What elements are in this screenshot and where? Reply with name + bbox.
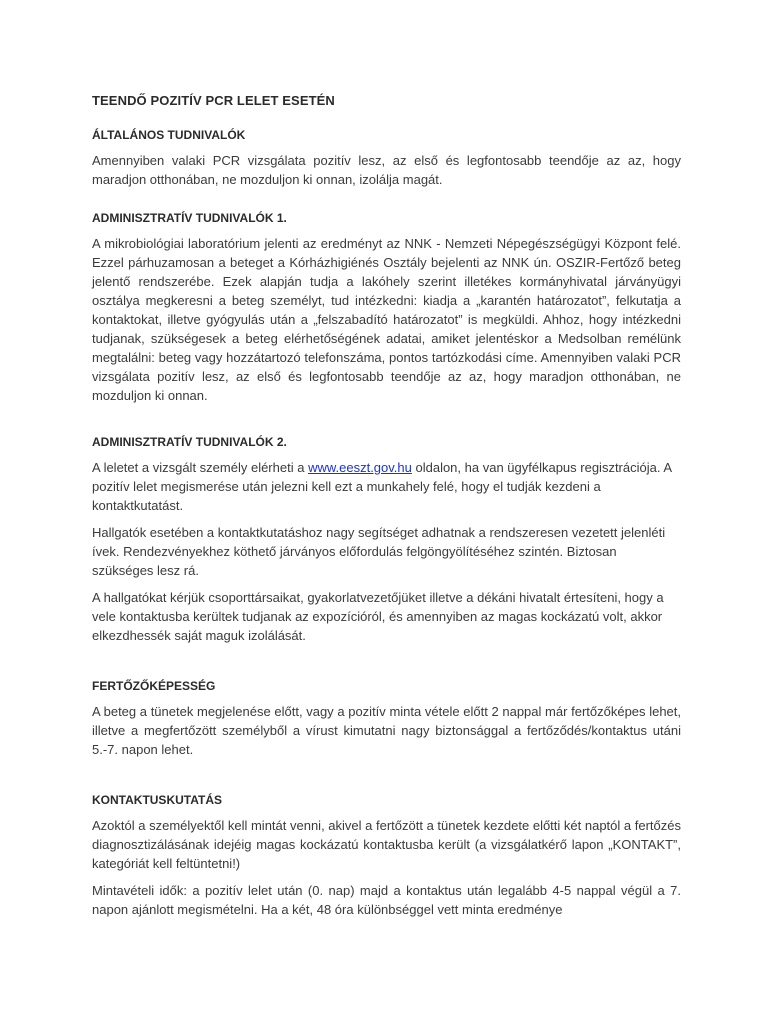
paragraph-admin-2-a: Hallgatók esetében a kontaktkutatáshoz nagy segítséget adhatnak a rendszeresen vezetett jelenléti ívek. Rendezvényekhez köthető járványos előfordulás felgöngyölítéséhez szintén. Biztosan szükséges lesz rá. [92, 525, 666, 578]
paragraph-fertozokepesseg: A beteg a tünetek megjelenése előtt, vagy a pozitív minta vétele előtt 2 nappal már fertőzőképes lehet, illetve a megfertőzött személyből a vírust kimutatni nagy biztonsággal a fertőződés/kontaktus utáni 5.-7. napon lehet. [92, 704, 681, 757]
eeszt-link[interactable]: www.eeszt.gov.hu [308, 460, 412, 475]
paragraph-admin-2-link [92, 458, 681, 515]
document-body [92, 93, 681, 927]
heading-altalanos: ÁLTALÁNOS TUDNIVALÓK [92, 128, 246, 142]
link-para-after: oldalon, ha van ügyfélkapus regisztrációja. A pozitív lelet megismerése után jelezni kell ezt a munkahely felé, hogy el tudják kezdeni a kontaktkutatást. [92, 460, 672, 513]
paragraph-kontaktuskutatas-b: Mintavételi idők: a pozitív lelet után (0. nap) majd a kontaktus után legalább 4-5 nappal végül a 7. napon ajánlott megismételni. Ha a két, 48 óra különbséggel vett minta eredménye [92, 883, 681, 917]
paragraph-admin-2-b: A hallgatókat kérjük csoporttársaikat, gyakorlatvezetőjüket illetve a dékáni hivatalt értesíteni, hogy a vele kontaktusba kerültek tudjanak az expozícióról, és amennyiben az magas kockázatú volt, akkor elkezdhessék saját maguk izolálását. [92, 590, 664, 643]
document-title: TEENDŐ POZITÍV PCR LELET ESETÉN [92, 93, 335, 108]
paragraph-kontaktuskutatas-a: Azoktól a személyektől kell mintát venni, akivel a fertőzött a tünetek kezdete előtti két naptól a fertőzés diagnosztizálásának idejéig magas kockázatú kontaktusba került (a vizsgálatkérő lapon „KONTAKT”, kategóriát kell feltüntetni!) [92, 818, 681, 871]
heading-admin-1: ADMINISZTRATÍV TUDNIVALÓK 1. [92, 211, 287, 225]
link-para-before: A leletet a vizsgált személy elérheti a [92, 460, 309, 475]
paragraph-admin-1: A mikrobiológiai laboratórium jelenti az eredményt az NNK - Nemzeti Népegészségügyi Központ felé. Ezzel párhuzamosan a beteget a Kórházhigiénés Osztály bejelenti az NNK ún. OSZIR-Fertőző beteg jelentő rendszerébe. Ezek alapján tudja a lakóhely szerint illetékes kormányhivatal járványügyi osztálya megkeresni a beteg személyt, tud intézkedni: kiadja a „karantén határozatot”, felkutatja a kontaktokat, illetve gyógyulás után a „felszabadító határozatot” is megküldi. Ahhoz, hogy intézkedni tudjanak, szükségesek a beteg elérhetőségének adatai, amiket jelentéskor a Medsolban remélünk megtalálni: beteg vagy hozzátartozó telefonszáma, pontos tartózkodási címe. Amennyiben valaki PCR vizsgálata pozitív lesz, az első és legfontosabb teendője az az, hogy maradjon otthonában, ne mozduljon ki onnan. [92, 236, 681, 403]
heading-kontaktuskutatas: KONTAKTUSKUTATÁS [92, 793, 222, 807]
paragraph-altalanos: Amennyiben valaki PCR vizsgálata pozitív lesz, az első és legfontosabb teendője az az, hogy maradjon otthonában, ne mozduljon ki onnan, izolálja magát. [92, 153, 681, 187]
heading-fertozokepesseg: FERTŐZŐKÉPESSÉG [92, 679, 216, 693]
heading-admin-2: ADMINISZTRATÍV TUDNIVALÓK 2. [92, 435, 287, 449]
